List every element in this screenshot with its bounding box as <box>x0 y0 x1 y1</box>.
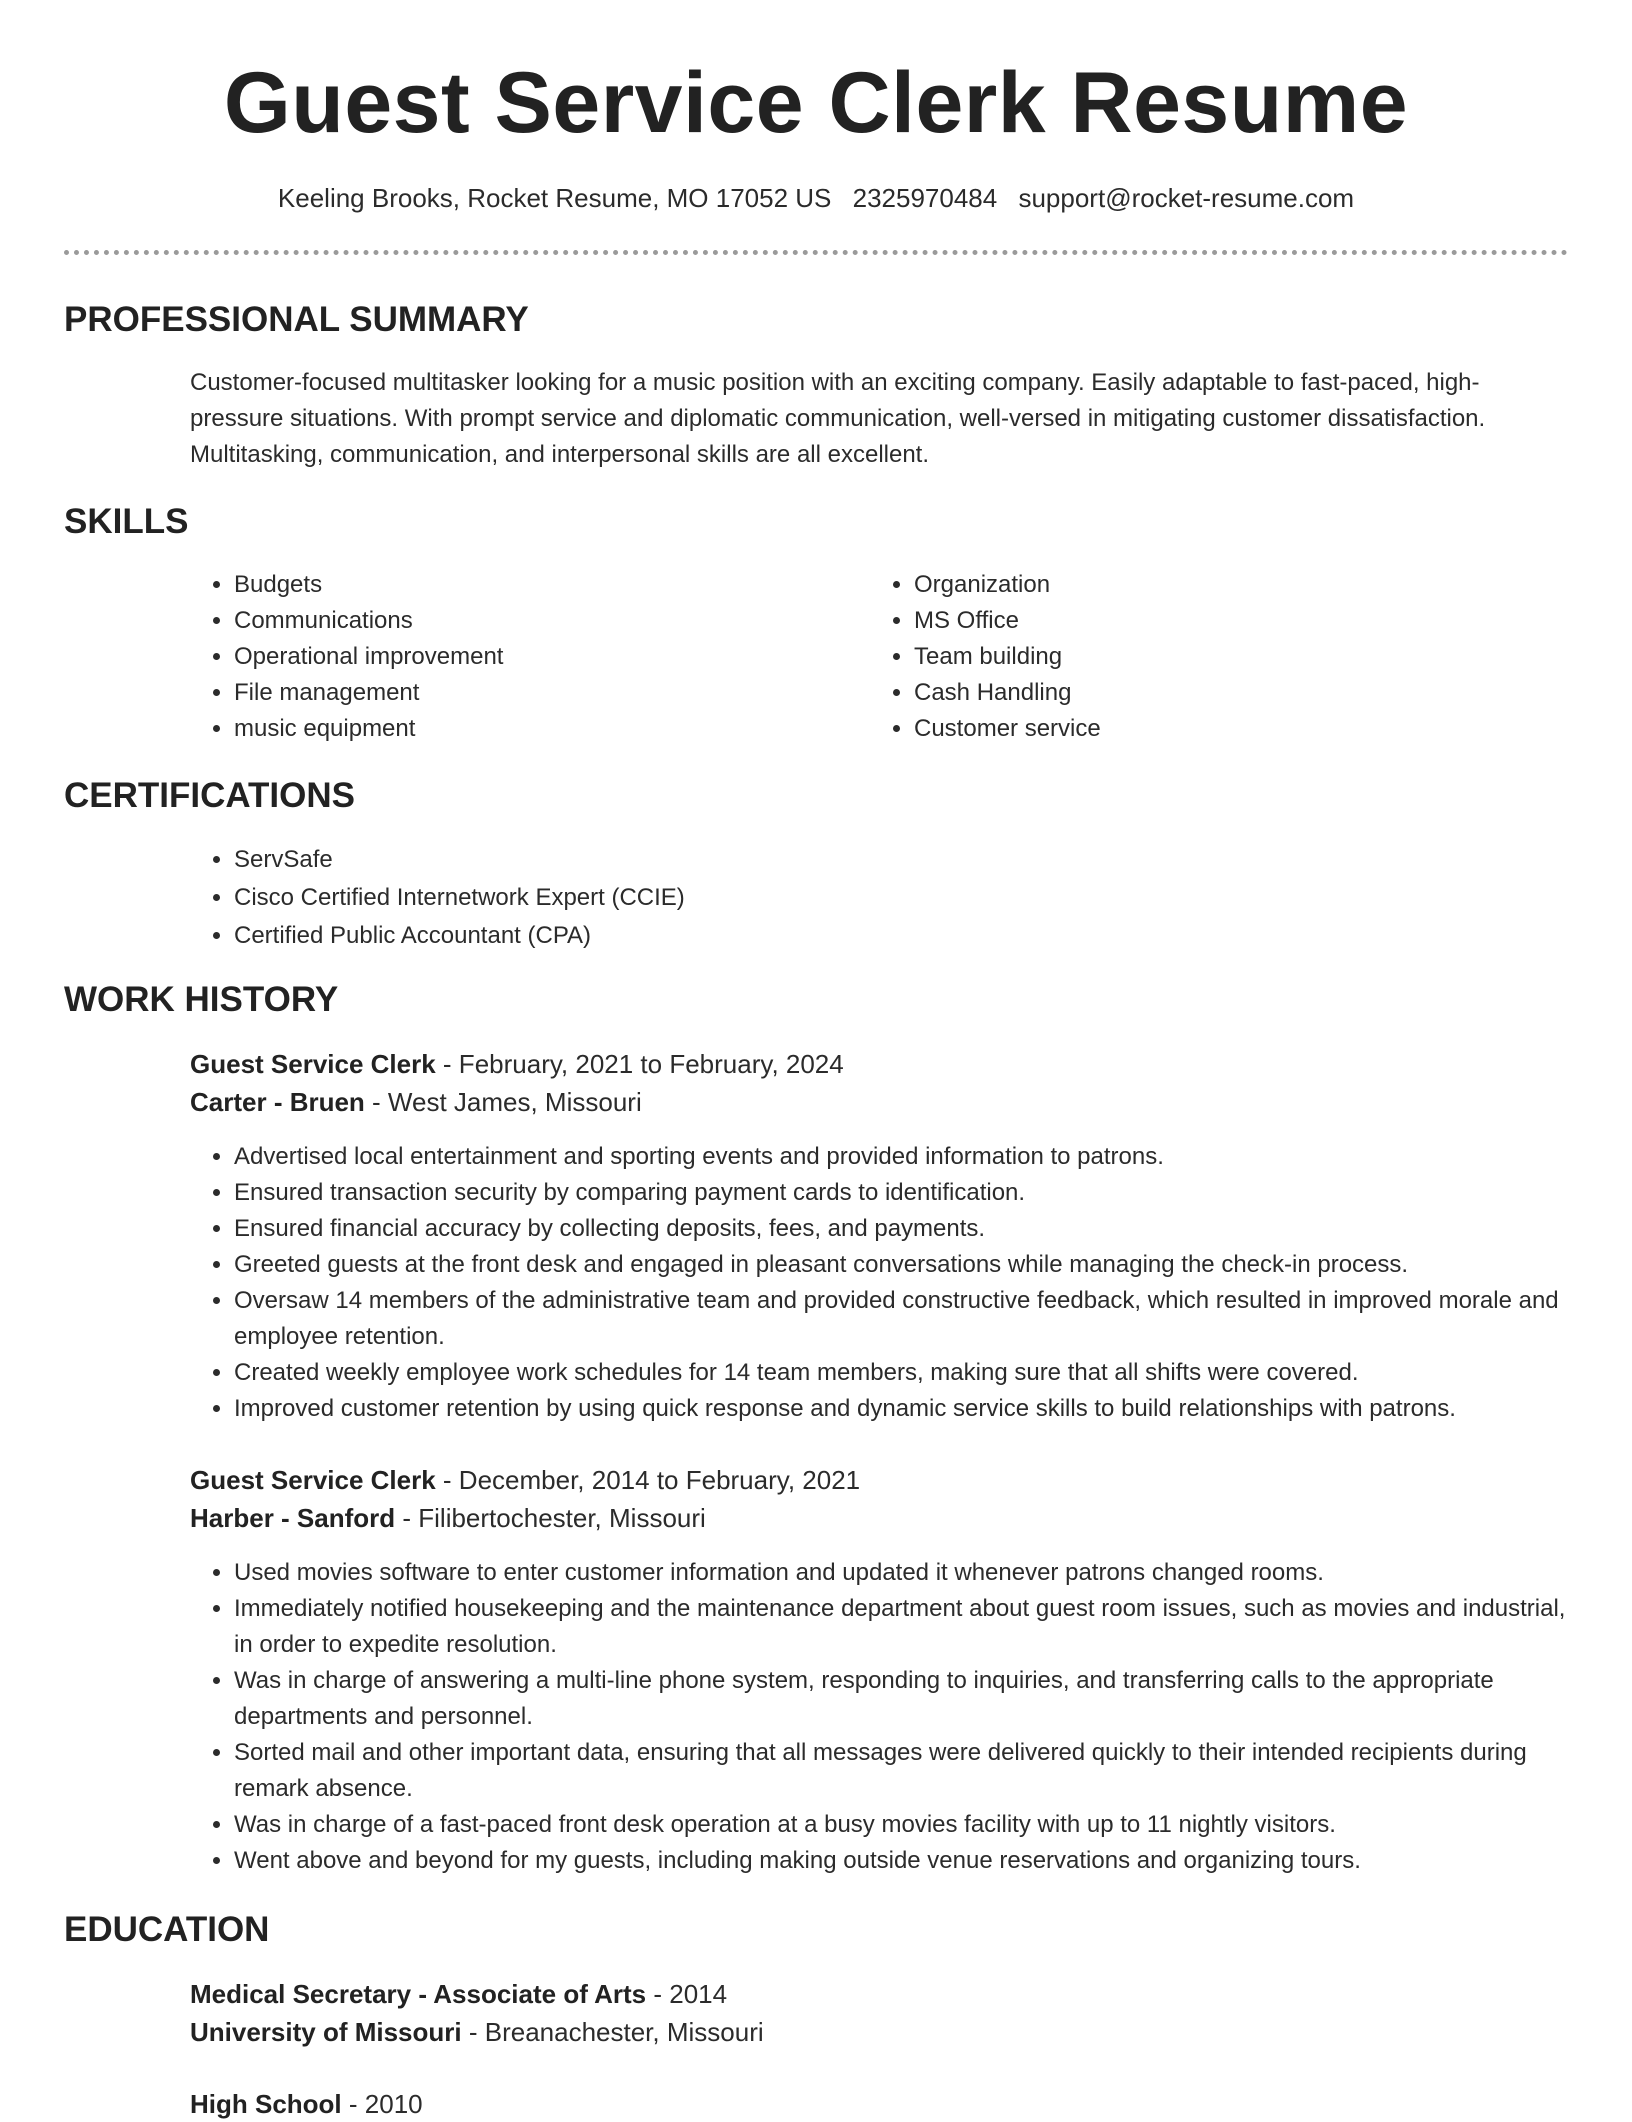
skill-item: • music equipment <box>234 711 830 747</box>
work-history-heading: WORK HISTORY <box>64 980 339 1019</box>
education-degree-line <box>190 2086 423 2122</box>
skills-heading: SKILLS <box>64 502 189 541</box>
skills-left-column <box>190 567 830 747</box>
duty-item: • Ensured financial accuracy by collecting deposits, fees, and payments. <box>234 1211 1570 1247</box>
summary-heading: PROFESSIONAL SUMMARY <box>64 300 529 339</box>
duty-item: • Went above and beyond for my guests, including making outside venue reservations and organizing tours. <box>234 1843 1570 1879</box>
duty-item: • Created weekly employee work schedules for 14 team members, making sure that all shifts were covered. <box>234 1355 1570 1391</box>
job-dates: - December, 2014 to February, 2021 <box>435 1465 861 1495</box>
skill-item: • Customer service <box>914 711 1510 747</box>
skills-right-column <box>870 567 1510 747</box>
duty-item: • Oversaw 14 members of the administrative team and provided constructive feedback, which resulted in improved morale and employee retention. <box>234 1283 1570 1355</box>
duty-item: • Was in charge of answering a multi-line phone system, responding to inquiries, and transferring calls to the appropriate departments and personnel. <box>234 1663 1570 1735</box>
job-location: - West James, Missouri <box>364 1087 642 1117</box>
duty-item: • Advertised local entertainment and sporting events and provided information to patrons. <box>234 1139 1570 1175</box>
job-company-line <box>190 1500 706 1536</box>
skill-item: • Organization <box>914 567 1510 603</box>
job-title: Guest Service Clerk <box>190 1465 436 1495</box>
skill-item: • File management <box>234 675 830 711</box>
skill-item: • Budgets <box>234 567 830 603</box>
job-dates: - February, 2021 to February, 2024 <box>435 1049 844 1079</box>
contact-address: Keeling Brooks, Rocket Resume, MO 17052 US <box>277 183 832 213</box>
certification-item: • Certified Public Accountant (CPA) <box>234 917 1490 955</box>
duty-item: • Used movies software to enter customer information and updated it whenever patrons changed rooms. <box>234 1555 1570 1591</box>
duty-item: • Sorted mail and other important data, ensuring that all messages were delivered quickly to their intended recipients during remark absence. <box>234 1735 1570 1807</box>
certifications-list <box>190 841 1490 955</box>
summary-text: Customer-focused multitasker looking for a music position with an exciting company. Easily adaptable to fast-paced, high-pressure situations. With prompt service and diplomatic communication, well-versed in mitigating customer dissatisfaction. Multitasking, communication, and interpersonal skills are all excellent. <box>190 369 1486 468</box>
education-school-line <box>190 2014 764 2050</box>
header-divider <box>64 250 1568 255</box>
certification-item: • ServSafe <box>234 841 1490 879</box>
education-degree-line <box>190 1976 727 2012</box>
skill-item: • Team building <box>914 639 1510 675</box>
job-company: Carter - Bruen <box>190 1087 365 1117</box>
contact-phone: 2325970484 <box>852 183 998 213</box>
skills-right-list <box>870 567 1510 747</box>
contact-line <box>0 180 1632 216</box>
job-title-line <box>190 1046 844 1082</box>
job-location: - Filibertochester, Missouri <box>395 1503 706 1533</box>
education-location: - Breanachester, Missouri <box>461 2017 764 2047</box>
skills-left-list <box>190 567 830 747</box>
duty-item: • Immediately notified housekeeping and the maintenance department about guest room issues, such as movies and industrial, in order to expedite resolution. <box>234 1591 1570 1663</box>
job-duties <box>190 1555 1570 1879</box>
job-title: Guest Service Clerk <box>190 1049 436 1079</box>
education-degree: Medical Secretary - Associate of Arts <box>190 1979 647 2009</box>
education-heading: EDUCATION <box>64 1910 270 1949</box>
skill-item: • MS Office <box>914 603 1510 639</box>
duty-item: • Improved customer retention by using quick response and dynamic service skills to build relationships with patrons. <box>234 1391 1570 1427</box>
skill-item: • Operational improvement <box>234 639 830 675</box>
skill-item: • Communications <box>234 603 830 639</box>
duty-item: • Was in charge of a fast-paced front desk operation at a busy movies facility with up to 11 nightly visitors. <box>234 1807 1570 1843</box>
job-company-line <box>190 1084 642 1120</box>
education-school: University of Missouri <box>190 2017 462 2047</box>
certifications-block <box>190 841 1490 955</box>
page-title: Guest Service Clerk Resume <box>223 55 1409 151</box>
duty-item: • Greeted guests at the front desk and engaged in pleasant conversations while managing the check-in process. <box>234 1247 1570 1283</box>
education-year: - 2014 <box>646 1979 728 2009</box>
job-duties-list <box>190 1555 1570 1879</box>
duty-item: • Ensured transaction security by comparing payment cards to identification. <box>234 1175 1570 1211</box>
skill-item: • Cash Handling <box>914 675 1510 711</box>
contact-email: support@rocket-resume.com <box>1018 183 1355 213</box>
job-duties-list <box>190 1139 1570 1427</box>
job-title-line <box>190 1462 860 1498</box>
education-degree: High School <box>190 2089 342 2119</box>
job-duties <box>190 1139 1570 1427</box>
certifications-heading: CERTIFICATIONS <box>64 776 356 815</box>
job-company: Harber - Sanford <box>190 1503 396 1533</box>
education-year: - 2010 <box>341 2089 423 2119</box>
certification-item: • Cisco Certified Internetwork Expert (CCIE) <box>234 879 1490 917</box>
